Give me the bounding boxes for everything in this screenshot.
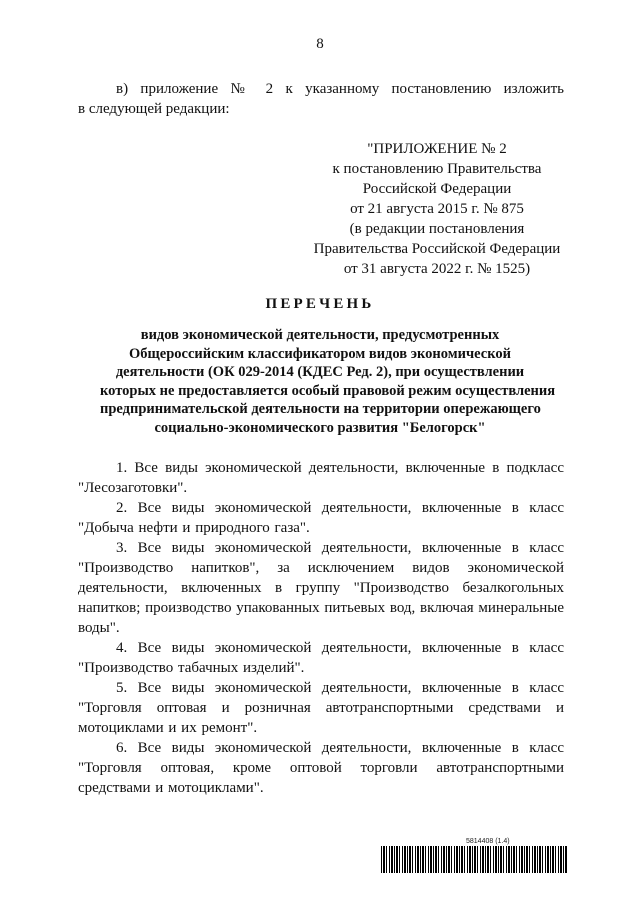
subtitle-line: которых не предоставляется особый правовой режим осуществления (100, 382, 556, 399)
items-list (78, 458, 564, 798)
page-number: 8 (316, 36, 324, 52)
appendix-line: от 21 августа 2015 г. № 875 (350, 201, 524, 217)
subtitle-line: Общероссийским классификатором видов экономической (129, 345, 511, 362)
subtitle-line: предпринимательской деятельности на территории опережающего (100, 401, 541, 417)
list-item: 2. Все виды экономической деятельности, включенные в класс "Добыча нефти и природного газа". (78, 500, 564, 536)
list-item: 5. Все виды экономической деятельности, включенные в класс "Торговля оптовая и розничная автотранспортными средствами и мотоциклами и их ремонт". (78, 680, 564, 736)
subtitle-line: социально-экономического развития "Белогорск" (154, 419, 486, 436)
subtitle-line: деятельности (ОК 029-2014 (КДЕС Ред. 2), при осуществлении (115, 364, 525, 380)
appendix-line: "ПРИЛОЖЕНИЕ № 2 (367, 141, 507, 157)
document-title: ПЕРЕЧЕНЬ (265, 296, 375, 312)
appendix-line: (в редакции постановления (349, 221, 525, 237)
barcode-label: 5814408 (1.4) (466, 838, 510, 845)
intro-paragraph (78, 79, 564, 119)
appendix-line: к постановлению Правительства (332, 161, 542, 177)
list-item: 1. Все виды экономической деятельности, включенные в подкласс "Лесозаготовки". (78, 460, 564, 496)
subtitle-line: видов экономической деятельности, предусмотренных (140, 327, 500, 343)
appendix-header (270, 139, 604, 279)
list-item: 3. Все виды экономической деятельности, включенные в класс "Производство напитков", за исключением видов экономической деятельности, включенных в группу "Производство безалкогольных напитков; производство упакованных питьевых вод, включая минеральные воды". (78, 540, 564, 636)
appendix-line: Правительства Российской Федерации (313, 241, 561, 257)
list-item: 6. Все виды экономической деятельности, включенные в класс "Торговля оптовая, кроме оптовой торговли автотранспортными средствами и мотоциклами". (78, 740, 564, 796)
list-item: 4. Все виды экономической деятельности, включенные в класс "Производство табачных изделий". (78, 640, 564, 676)
intro-line-1: в) приложение № 2 к указанному постановлению изложить (116, 81, 564, 97)
appendix-line: от 31 августа 2022 г. № 1525) (343, 261, 531, 277)
appendix-line: Российской Федерации (362, 181, 512, 197)
document-subtitle (100, 326, 556, 437)
barcode-icon (381, 846, 567, 873)
intro-line-2: в следующей редакции: (78, 101, 230, 117)
